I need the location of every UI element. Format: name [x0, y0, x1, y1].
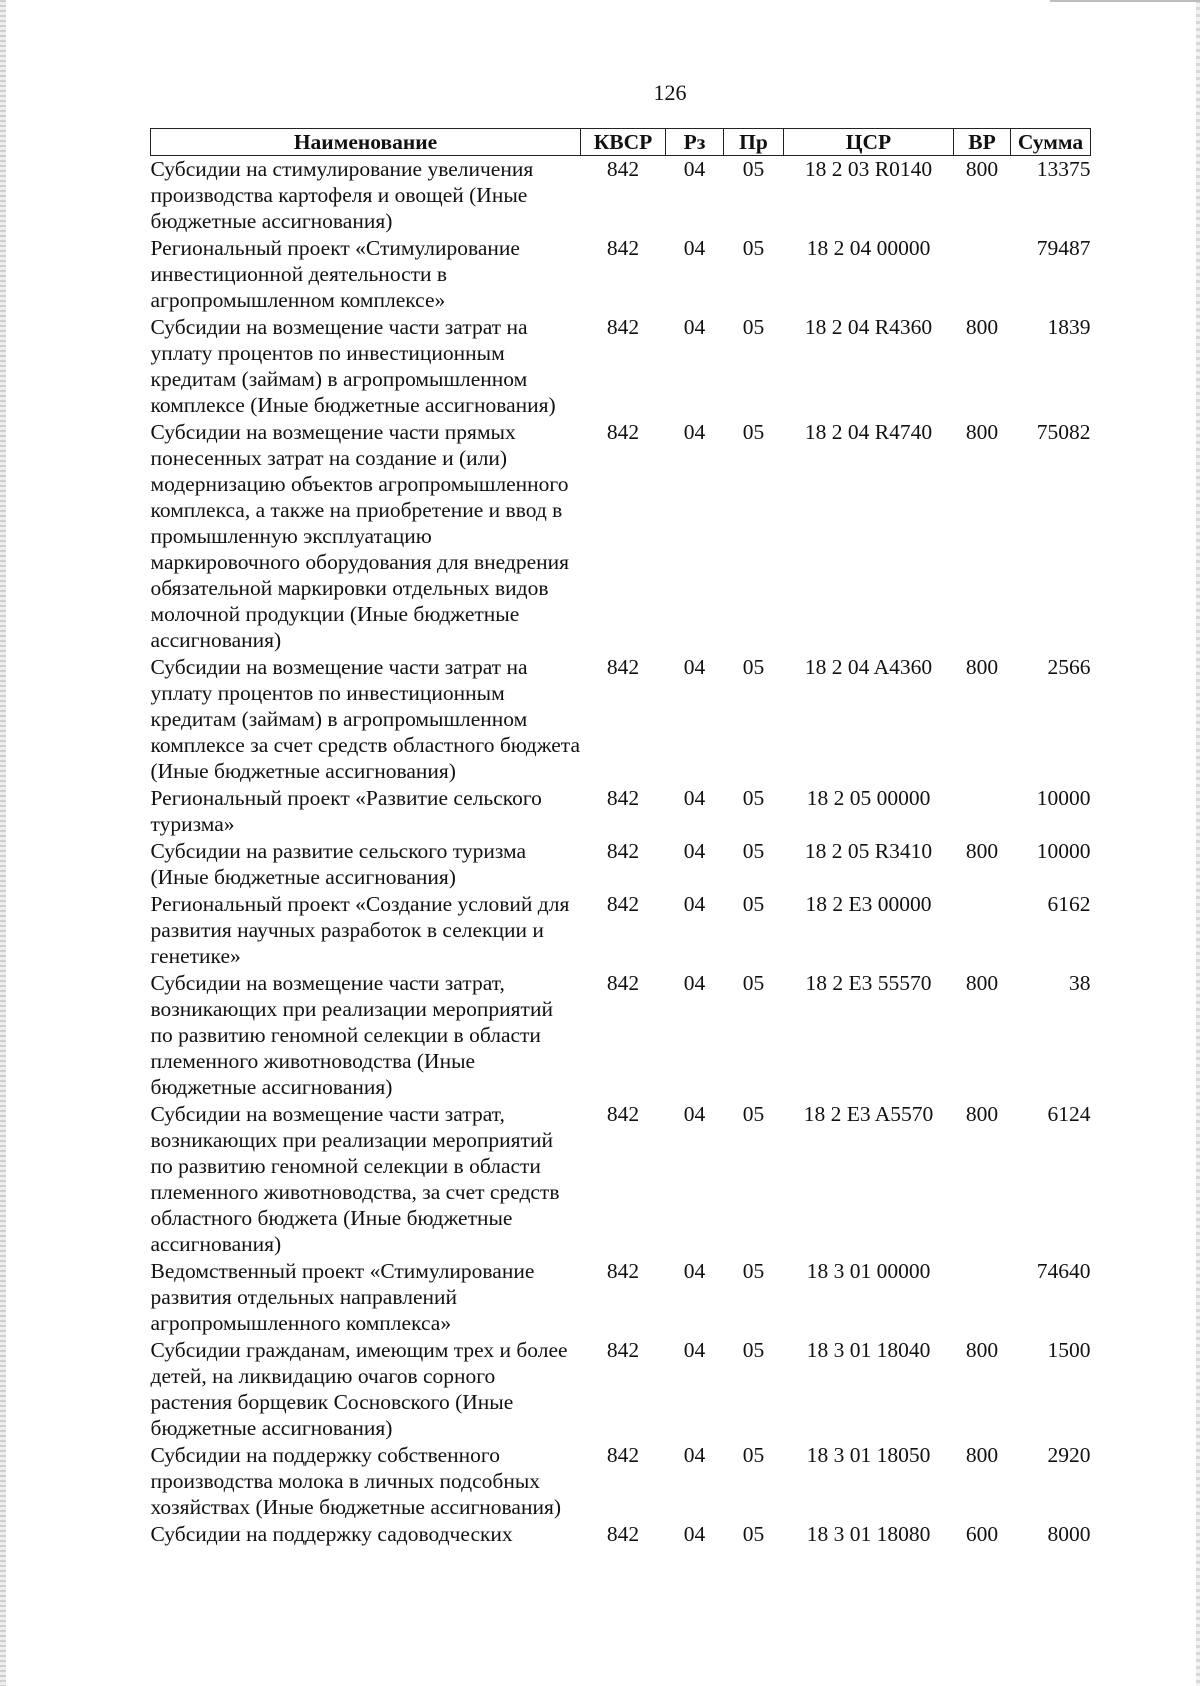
cell-kvsr: 842: [606, 892, 640, 916]
cell-pr: 05: [742, 1338, 765, 1362]
cell-kvsr: 842: [606, 315, 640, 339]
scan-edge-right: [1196, 0, 1200, 1686]
cell-kvsr: 842: [606, 971, 640, 995]
cell-sum: 10000: [1036, 839, 1091, 863]
header-sum: Сумма: [1011, 129, 1091, 156]
cell-rz: 04: [683, 315, 706, 339]
table-row: [151, 1521, 1091, 1548]
cell-sum: 79487: [1036, 236, 1091, 260]
page-number: 126: [653, 80, 687, 105]
cell-kvsr: 842: [606, 420, 640, 444]
cell-csr: 18 2 E3 A5570: [803, 1102, 934, 1126]
cell-vr: 600: [965, 1522, 999, 1546]
cell-kvsr: 842: [606, 1522, 640, 1546]
cell-pr: 05: [742, 655, 765, 679]
cell-rz: 04: [683, 971, 706, 995]
cell-vr: [954, 891, 1011, 970]
table-row: [151, 654, 1091, 785]
cell-vr: 800: [965, 1338, 999, 1362]
cell-kvsr: 842: [606, 655, 640, 679]
cell-kvsr: 842: [606, 1259, 640, 1283]
cell-sum: 13375: [1036, 157, 1091, 181]
cell-vr: 800: [965, 1102, 999, 1126]
cell-csr: 18 2 04 A4360: [804, 655, 933, 679]
table-row: [151, 419, 1091, 654]
cell-csr: 18 3 01 18050: [806, 1443, 931, 1467]
cell-sum: 75082: [1036, 420, 1091, 444]
cell-vr: 800: [965, 157, 999, 181]
cell-vr: [954, 1258, 1011, 1337]
table-row: [151, 838, 1091, 891]
cell-name: Субсидии на стимулирование увеличения производства картофеля и овощей (Иные бюджетные ассигнования): [150, 157, 534, 233]
cell-kvsr: 842: [606, 157, 640, 181]
cell-sum: 6124: [1047, 1102, 1091, 1126]
table-row: [151, 314, 1091, 419]
cell-name: Ведомственный проект «Стимулирование развития отдельных направлений агропромышленного комплекса»: [150, 1259, 535, 1335]
cell-sum: 10000: [1036, 786, 1091, 810]
cell-rz: 04: [683, 1259, 706, 1283]
cell-sum: 74640: [1036, 1259, 1091, 1283]
cell-name: Региональный проект «Стимулирование инвестиционной деятельности в агропромышленном комплексе»: [150, 236, 520, 312]
cell-pr: 05: [742, 786, 765, 810]
cell-sum: 38: [1069, 971, 1091, 995]
cell-vr: 800: [965, 1443, 999, 1467]
cell-sum: 1839: [1047, 315, 1091, 339]
table-row: [151, 891, 1091, 970]
cell-sum: 6162: [1047, 892, 1091, 916]
cell-sum: 2566: [1047, 655, 1091, 679]
cell-rz: 04: [683, 839, 706, 863]
cell-vr: 800: [965, 839, 999, 863]
cell-name: Субсидии на возмещение части прямых понесенных затрат на создание и (или) модернизацию объектов агропромышленного комплекса, а также на приобретение и ввод в промышленную эксплуатацию маркировочного оборудования для внедрения обязательной маркировки отдельных видов молочной продукции (Иные бюджетные ассигнования): [150, 420, 570, 652]
cell-pr: 05: [742, 971, 765, 995]
cell-pr: 05: [742, 1443, 765, 1467]
cell-name: Субсидии на развитие сельского туризма (Иные бюджетные ассигнования): [150, 839, 527, 889]
cell-pr: 05: [742, 1522, 765, 1546]
cell-kvsr: 842: [606, 1443, 640, 1467]
cell-rz: 04: [683, 1102, 706, 1126]
cell-rz: 04: [683, 236, 706, 260]
cell-vr: 800: [965, 655, 999, 679]
cell-name: Субсидии на возмещение части затрат на уплату процентов по инвестиционным кредитам (займам) в агропромышленном комплексе за счет средств областного бюджета (Иные бюджетные ассигнования): [150, 655, 581, 783]
cell-name: Субсидии на возмещение части затрат на уплату процентов по инвестиционным кредитам (займам) в агропромышленном комплексе (Иные бюджетные ассигнования): [150, 315, 556, 417]
cell-pr: 05: [742, 1102, 765, 1126]
cell-rz: 04: [683, 1443, 706, 1467]
table-row: [151, 1258, 1091, 1337]
cell-pr: 05: [742, 1259, 765, 1283]
cell-kvsr: 842: [606, 839, 640, 863]
cell-rz: 04: [683, 892, 706, 916]
header-kvsr: КВСР: [581, 129, 666, 156]
cell-rz: 04: [683, 420, 706, 444]
header-rz: Рз: [666, 129, 724, 156]
cell-name: Региональный проект «Создание условий для развития научных разработок в селекции и генетике»: [150, 892, 570, 968]
cell-pr: 05: [742, 420, 765, 444]
cell-csr: 18 2 04 R4740: [804, 420, 933, 444]
table-row: [151, 970, 1091, 1101]
cell-rz: 04: [683, 655, 706, 679]
table-row: [151, 1442, 1091, 1521]
cell-kvsr: 842: [606, 236, 640, 260]
scan-mark-top: [1050, 0, 1200, 2]
cell-csr: 18 2 05 R3410: [804, 839, 933, 863]
cell-csr: 18 2 04 00000: [806, 236, 931, 260]
cell-name: Субсидии гражданам, имеющим трех и более детей, на ликвидацию очагов сорного растения борщевик Сосновского (Иные бюджетные ассигнования): [150, 1338, 568, 1440]
cell-sum: 2920: [1047, 1443, 1091, 1467]
cell-vr: [954, 785, 1011, 838]
table-row: [151, 785, 1091, 838]
table-row: [151, 156, 1091, 236]
cell-name: Субсидии на возмещение части затрат, возникающих при реализации мероприятий по развитию геномной селекции в области племенного животноводства (Иные бюджетные ассигнования): [150, 971, 553, 1099]
cell-vr: 800: [965, 971, 999, 995]
cell-rz: 04: [683, 157, 706, 181]
cell-pr: 05: [742, 315, 765, 339]
table-row: [151, 235, 1091, 314]
header-vr: ВР: [954, 129, 1011, 156]
cell-csr: 18 2 04 R4360: [804, 315, 933, 339]
cell-csr: 18 2 E3 55570: [805, 971, 932, 995]
cell-csr: 18 3 01 00000: [806, 1259, 931, 1283]
cell-name: Субсидии на поддержку собственного производства молока в личных подсобных хозяйствах (Иные бюджетные ассигнования): [150, 1443, 562, 1519]
cell-sum: 1500: [1047, 1338, 1091, 1362]
cell-vr: 800: [965, 420, 999, 444]
cell-kvsr: 842: [606, 786, 640, 810]
scan-edge-left: [0, 0, 6, 1686]
budget-table: [150, 128, 1091, 1548]
cell-kvsr: 842: [606, 1102, 640, 1126]
cell-csr: 18 3 01 18040: [806, 1338, 931, 1362]
header-pr: Пр: [724, 129, 784, 156]
cell-rz: 04: [683, 1522, 706, 1546]
header-name: Наименование: [151, 129, 581, 156]
cell-pr: 05: [742, 157, 765, 181]
cell-csr: 18 2 E3 00000: [805, 892, 932, 916]
cell-kvsr: 842: [606, 1338, 640, 1362]
cell-pr: 05: [742, 236, 765, 260]
table-body: [151, 156, 1091, 1549]
cell-vr: 800: [965, 315, 999, 339]
cell-csr: 18 2 03 R0140: [804, 157, 933, 181]
table-row: [151, 1337, 1091, 1442]
cell-vr: [954, 235, 1011, 314]
cell-rz: 04: [683, 1338, 706, 1362]
cell-pr: 05: [742, 839, 765, 863]
cell-csr: 18 3 01 18080: [806, 1522, 931, 1546]
cell-sum: 8000: [1047, 1522, 1091, 1546]
header-csr: ЦСР: [784, 129, 954, 156]
cell-rz: 04: [683, 786, 706, 810]
cell-name: Субсидии на поддержку садоводческих: [150, 1522, 513, 1546]
table-row: [151, 1101, 1091, 1258]
cell-name: Региональный проект «Развитие сельского туризма»: [150, 786, 542, 836]
table-header-row: [151, 129, 1091, 156]
cell-csr: 18 2 05 00000: [806, 786, 931, 810]
cell-name: Субсидии на возмещение части затрат, возникающих при реализации мероприятий по развитию геномной селекции в области племенного животноводства, за счет средств областного бюджета (Иные бюджетные ассигнования): [150, 1102, 560, 1256]
cell-pr: 05: [742, 892, 765, 916]
